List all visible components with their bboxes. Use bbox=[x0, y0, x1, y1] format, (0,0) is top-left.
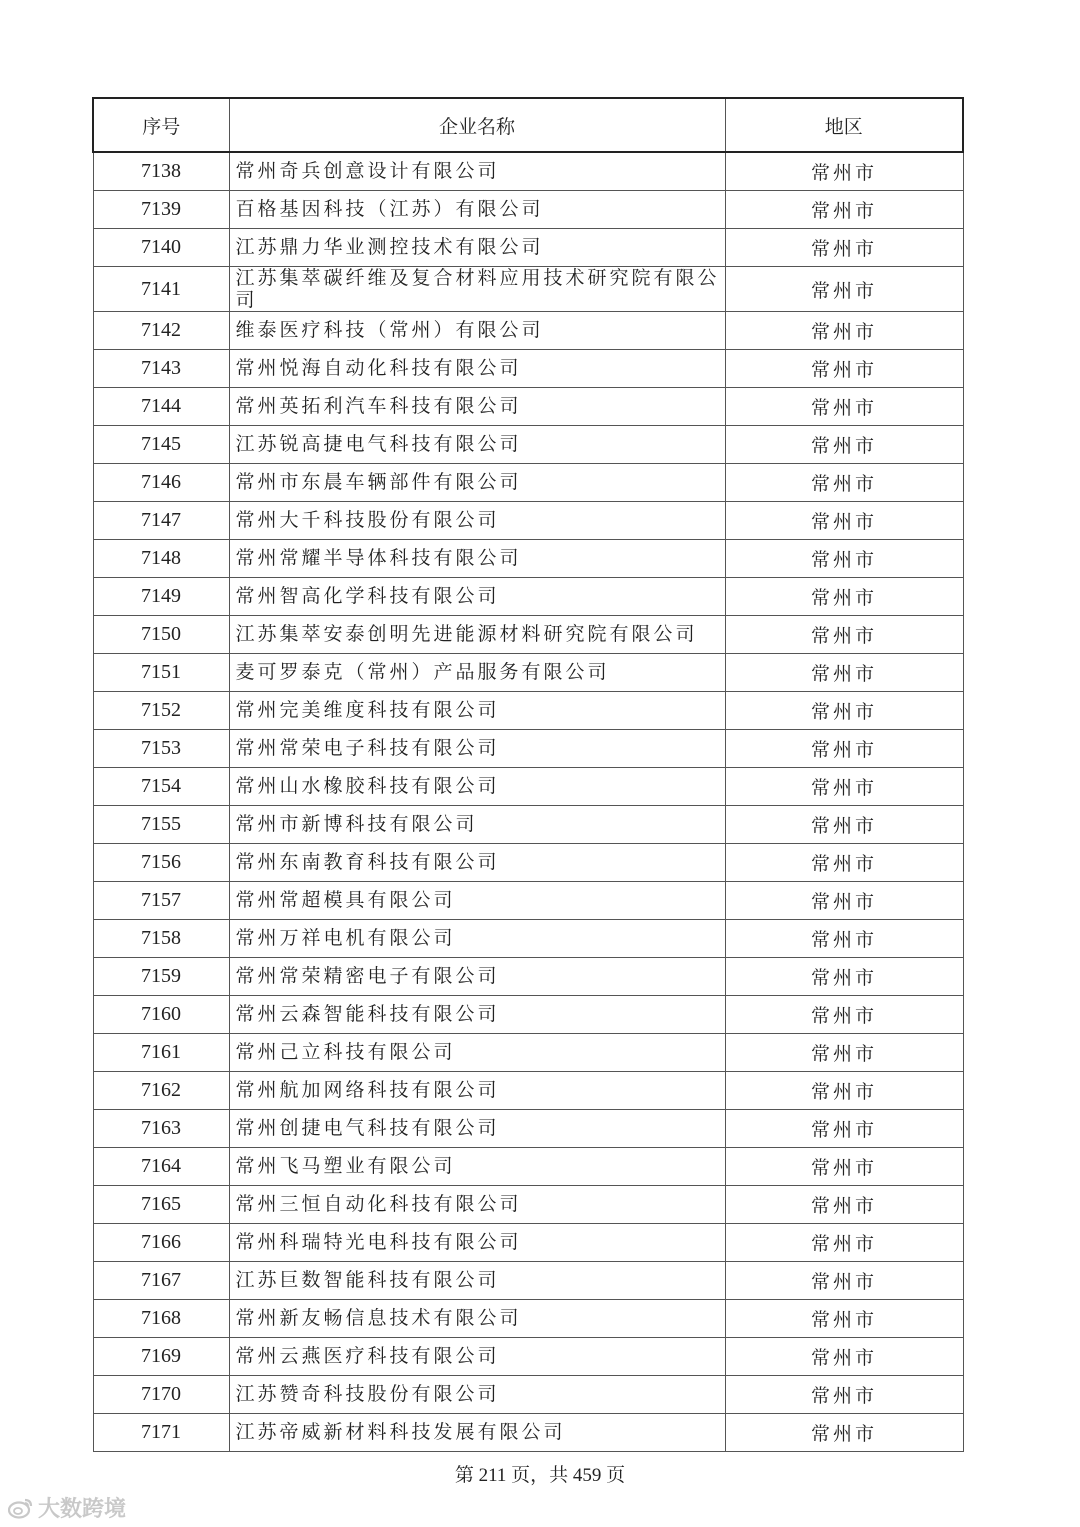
row-seq: 7140 bbox=[93, 229, 229, 267]
row-region: 常州市 bbox=[725, 1300, 963, 1338]
row-company-name: 江苏集萃安泰创明先进能源材料研究院有限公司 bbox=[229, 616, 725, 654]
row-region: 常州市 bbox=[725, 350, 963, 388]
row-company-name: 常州常荣电子科技有限公司 bbox=[229, 730, 725, 768]
row-region: 常州市 bbox=[725, 229, 963, 267]
header-seq: 序号 bbox=[93, 98, 229, 152]
table-row bbox=[93, 1414, 963, 1452]
table-row bbox=[93, 1034, 963, 1072]
row-seq: 7141 bbox=[93, 267, 229, 312]
row-region: 常州市 bbox=[725, 920, 963, 958]
row-company-name: 江苏巨数智能科技有限公司 bbox=[229, 1262, 725, 1300]
row-region: 常州市 bbox=[725, 1148, 963, 1186]
table-row bbox=[93, 578, 963, 616]
row-region: 常州市 bbox=[725, 882, 963, 920]
row-company-name: 常州飞马塑业有限公司 bbox=[229, 1148, 725, 1186]
table-row bbox=[93, 958, 963, 996]
row-company-name: 常州完美维度科技有限公司 bbox=[229, 692, 725, 730]
table-row bbox=[93, 1376, 963, 1414]
row-region: 常州市 bbox=[725, 616, 963, 654]
row-company-name: 常州悦海自动化科技有限公司 bbox=[229, 350, 725, 388]
row-seq: 7161 bbox=[93, 1034, 229, 1072]
row-company-name: 常州新友畅信息技术有限公司 bbox=[229, 1300, 725, 1338]
row-company-name: 维泰医疗科技（常州）有限公司 bbox=[229, 312, 725, 350]
row-region: 常州市 bbox=[725, 1224, 963, 1262]
row-company-name: 常州英拓利汽车科技有限公司 bbox=[229, 388, 725, 426]
enterprise-table bbox=[92, 97, 964, 1452]
row-seq: 7152 bbox=[93, 692, 229, 730]
row-region: 常州市 bbox=[725, 1376, 963, 1414]
row-seq: 7155 bbox=[93, 806, 229, 844]
row-company-name: 常州航加网络科技有限公司 bbox=[229, 1072, 725, 1110]
row-region: 常州市 bbox=[725, 1338, 963, 1376]
page-number: 第 211 页，共 459 页 bbox=[454, 1465, 626, 1486]
row-company-name: 常州云燕医疗科技有限公司 bbox=[229, 1338, 725, 1376]
row-seq: 7147 bbox=[93, 502, 229, 540]
table-row bbox=[93, 388, 963, 426]
row-seq: 7145 bbox=[93, 426, 229, 464]
table-row bbox=[93, 1338, 963, 1376]
row-region: 常州市 bbox=[725, 730, 963, 768]
row-seq: 7154 bbox=[93, 768, 229, 806]
row-company-name: 常州科瑞特光电科技有限公司 bbox=[229, 1224, 725, 1262]
row-company-name: 常州常耀半导体科技有限公司 bbox=[229, 540, 725, 578]
table-row bbox=[93, 229, 963, 267]
table-row bbox=[93, 1224, 963, 1262]
table-row bbox=[93, 1186, 963, 1224]
table-row bbox=[93, 1300, 963, 1338]
table-row bbox=[93, 692, 963, 730]
row-seq: 7158 bbox=[93, 920, 229, 958]
row-region: 常州市 bbox=[725, 388, 963, 426]
row-company-name: 常州三恒自动化科技有限公司 bbox=[229, 1186, 725, 1224]
row-region: 常州市 bbox=[725, 692, 963, 730]
row-region: 常州市 bbox=[725, 312, 963, 350]
table-header-row bbox=[93, 98, 963, 152]
row-company-name: 常州常荣精密电子有限公司 bbox=[229, 958, 725, 996]
row-region: 常州市 bbox=[725, 1110, 963, 1148]
row-company-name: 常州市新博科技有限公司 bbox=[229, 806, 725, 844]
row-seq: 7160 bbox=[93, 996, 229, 1034]
row-seq: 7165 bbox=[93, 1186, 229, 1224]
table-row bbox=[93, 996, 963, 1034]
row-seq: 7166 bbox=[93, 1224, 229, 1262]
row-seq: 7164 bbox=[93, 1148, 229, 1186]
row-region: 常州市 bbox=[725, 464, 963, 502]
row-region: 常州市 bbox=[725, 1034, 963, 1072]
row-company-name: 常州智高化学科技有限公司 bbox=[229, 578, 725, 616]
row-company-name: 江苏鼎力华业测控技术有限公司 bbox=[229, 229, 725, 267]
table-row bbox=[93, 350, 963, 388]
table-row bbox=[93, 806, 963, 844]
row-company-name: 常州万祥电机有限公司 bbox=[229, 920, 725, 958]
row-seq: 7170 bbox=[93, 1376, 229, 1414]
row-seq: 7139 bbox=[93, 191, 229, 229]
table-row bbox=[93, 540, 963, 578]
row-region: 常州市 bbox=[725, 267, 963, 312]
table-row bbox=[93, 502, 963, 540]
row-company-name: 常州市东晨车辆部件有限公司 bbox=[229, 464, 725, 502]
row-seq: 7143 bbox=[93, 350, 229, 388]
table-row bbox=[93, 1262, 963, 1300]
table-row bbox=[93, 191, 963, 229]
table-row bbox=[93, 1110, 963, 1148]
row-seq: 7148 bbox=[93, 540, 229, 578]
table-row bbox=[93, 844, 963, 882]
row-seq: 7171 bbox=[93, 1414, 229, 1452]
weibo-logo-icon bbox=[8, 1497, 34, 1519]
row-seq: 7169 bbox=[93, 1338, 229, 1376]
table-row bbox=[93, 1072, 963, 1110]
row-company-name: 常州山水橡胶科技有限公司 bbox=[229, 768, 725, 806]
row-seq: 7144 bbox=[93, 388, 229, 426]
row-seq: 7151 bbox=[93, 654, 229, 692]
row-region: 常州市 bbox=[725, 426, 963, 464]
row-region: 常州市 bbox=[725, 768, 963, 806]
row-region: 常州市 bbox=[725, 1262, 963, 1300]
row-company-name: 江苏赞奇科技股份有限公司 bbox=[229, 1376, 725, 1414]
row-region: 常州市 bbox=[725, 1186, 963, 1224]
watermark-text: 大数跨境 bbox=[38, 1497, 127, 1522]
row-company-name: 麦可罗泰克（常州）产品服务有限公司 bbox=[229, 654, 725, 692]
table-row bbox=[93, 267, 963, 312]
row-seq: 7149 bbox=[93, 578, 229, 616]
row-company-name: 江苏锐高捷电气科技有限公司 bbox=[229, 426, 725, 464]
table-row bbox=[93, 654, 963, 692]
row-region: 常州市 bbox=[725, 654, 963, 692]
row-seq: 7153 bbox=[93, 730, 229, 768]
row-seq: 7163 bbox=[93, 1110, 229, 1148]
header-name: 企业名称 bbox=[229, 98, 725, 152]
row-seq: 7150 bbox=[93, 616, 229, 654]
row-seq: 7146 bbox=[93, 464, 229, 502]
row-seq: 7142 bbox=[93, 312, 229, 350]
row-company-name: 百格基因科技（江苏）有限公司 bbox=[229, 191, 725, 229]
row-region: 常州市 bbox=[725, 578, 963, 616]
table-row bbox=[93, 152, 963, 191]
row-company-name: 常州大千科技股份有限公司 bbox=[229, 502, 725, 540]
row-region: 常州市 bbox=[725, 191, 963, 229]
table-row bbox=[93, 768, 963, 806]
row-company-name: 常州创捷电气科技有限公司 bbox=[229, 1110, 725, 1148]
table-row bbox=[93, 882, 963, 920]
row-region: 常州市 bbox=[725, 806, 963, 844]
table-row bbox=[93, 616, 963, 654]
header-region: 地区 bbox=[725, 98, 963, 152]
row-company-name: 江苏帝威新材料科技发展有限公司 bbox=[229, 1414, 725, 1452]
row-region: 常州市 bbox=[725, 844, 963, 882]
row-seq: 7162 bbox=[93, 1072, 229, 1110]
row-seq: 7168 bbox=[93, 1300, 229, 1338]
row-region: 常州市 bbox=[725, 540, 963, 578]
row-seq: 7157 bbox=[93, 882, 229, 920]
table-row bbox=[93, 464, 963, 502]
table-row bbox=[93, 426, 963, 464]
row-company-name: 常州己立科技有限公司 bbox=[229, 1034, 725, 1072]
row-company-name: 常州奇兵创意设计有限公司 bbox=[229, 152, 725, 191]
row-region: 常州市 bbox=[725, 1072, 963, 1110]
row-seq: 7156 bbox=[93, 844, 229, 882]
table-row bbox=[93, 920, 963, 958]
row-region: 常州市 bbox=[725, 958, 963, 996]
table-row bbox=[93, 1148, 963, 1186]
row-company-name: 常州常超模具有限公司 bbox=[229, 882, 725, 920]
row-company-name: 江苏集萃碳纤维及复合材料应用技术研究院有限公司 bbox=[229, 267, 725, 312]
table-row bbox=[93, 730, 963, 768]
row-seq: 7159 bbox=[93, 958, 229, 996]
row-seq: 7138 bbox=[93, 152, 229, 191]
row-region: 常州市 bbox=[725, 152, 963, 191]
row-region: 常州市 bbox=[725, 502, 963, 540]
row-region: 常州市 bbox=[725, 1414, 963, 1452]
row-company-name: 常州东南教育科技有限公司 bbox=[229, 844, 725, 882]
table-row bbox=[93, 312, 963, 350]
watermark bbox=[8, 1492, 126, 1523]
table-body bbox=[93, 152, 963, 1452]
row-seq: 7167 bbox=[93, 1262, 229, 1300]
row-region: 常州市 bbox=[725, 996, 963, 1034]
row-company-name: 常州云森智能科技有限公司 bbox=[229, 996, 725, 1034]
